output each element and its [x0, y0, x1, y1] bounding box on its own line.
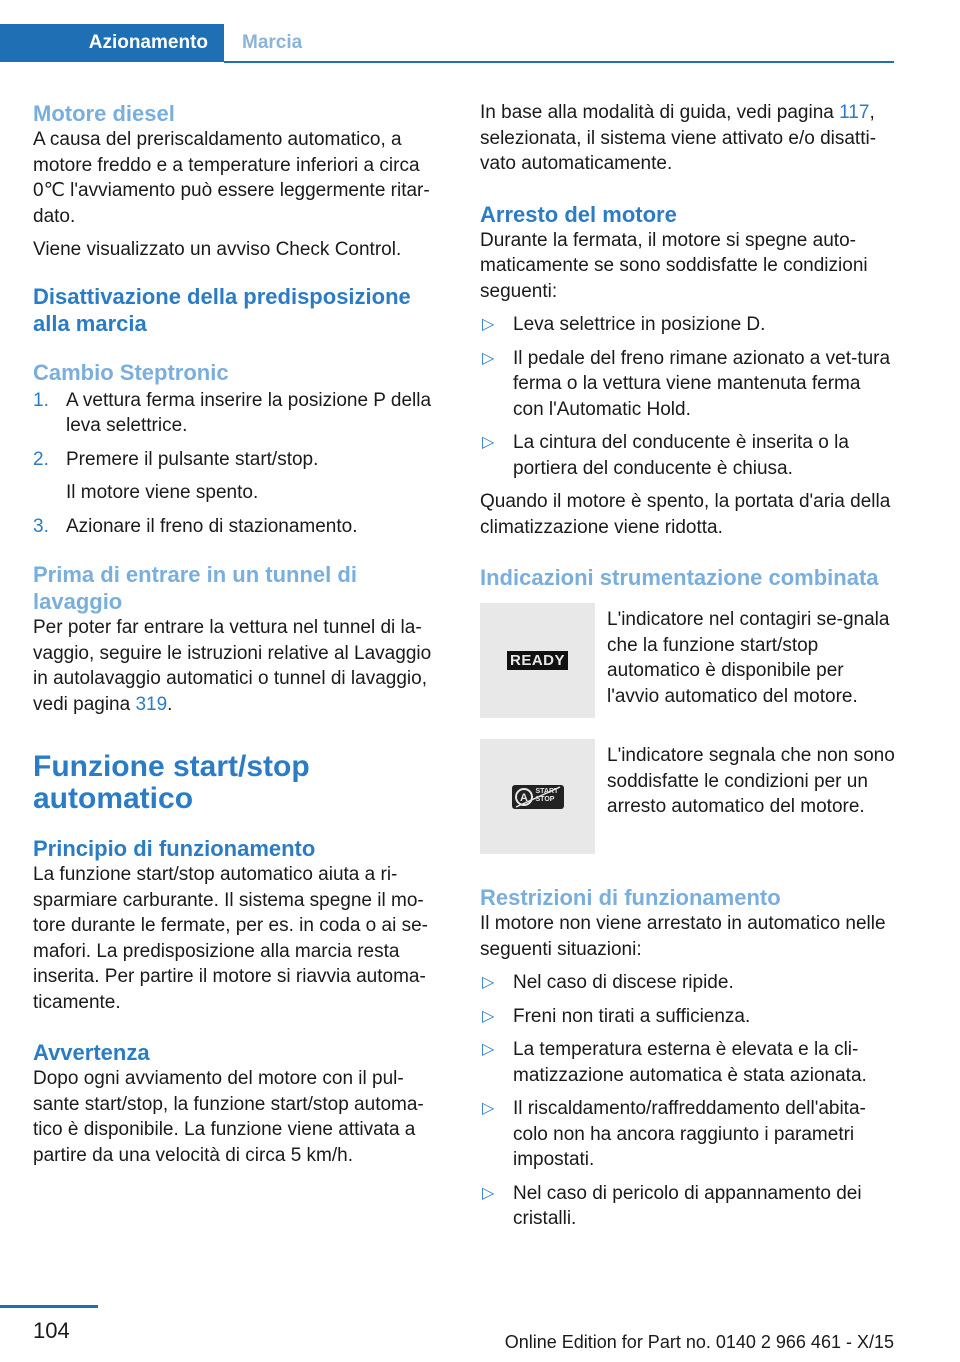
- heading-arresto: Arresto del motore: [480, 201, 677, 227]
- tab-azionamento[interactable]: Azionamento: [0, 24, 224, 62]
- svg-text:A: A: [519, 791, 528, 804]
- list-item: [480, 1037, 896, 1088]
- intro-end: , selezionata, il sistema viene attivato e/o disatti‐vato automaticamente.: [480, 102, 877, 174]
- section-title: Funzione start/stop automatico: [33, 750, 310, 815]
- tunnel-text: Per poter far entrare la vettura nel tunnel di la‐vaggio, seguire le istruzioni relative al Lavaggio in autolavaggio automatici o tunnel di lavaggio, vedi pagina: [33, 617, 432, 715]
- triangle-bullet-icon: ▷: [482, 974, 495, 991]
- left-column: [33, 100, 449, 1168]
- list-item: [33, 447, 449, 506]
- list-item-text: Nel caso di pericolo di appannamento dei cristalli.: [513, 1182, 862, 1229]
- list-item: [33, 514, 449, 540]
- paragraph-intro: [480, 100, 896, 177]
- tunnel-end: .: [167, 693, 173, 715]
- paragraph-arresto: Durante la fermata, il motore si spegne auto‐maticamente se sono soddisfatte le condizioni seguenti:: [480, 229, 868, 302]
- list-item: [480, 430, 896, 481]
- heading-cambio-steptronic: Cambio Steptronic: [33, 359, 229, 385]
- indicator-startstop-text: L'indicatore segnala che non sono soddisfatte le condizioni per un arresto automatico del motore.: [607, 745, 895, 817]
- paragraph-tunnel: [33, 615, 449, 717]
- page-link-319[interactable]: 319: [135, 693, 168, 715]
- list-item-text: Nel caso di discese ripide.: [513, 972, 734, 993]
- paragraph-diesel-1: A causa del preriscaldamento automatico, a motore freddo e a temperature inferiori a circa 0℃ l'avviamento può essere leggermente ritar‐dato.: [33, 129, 430, 227]
- list-item-text: Freni non tirati a sufficienza.: [513, 1005, 751, 1027]
- steps-list: [33, 388, 449, 540]
- arresto-list: [480, 312, 896, 481]
- list-item: [480, 312, 896, 338]
- list-item: [480, 1096, 896, 1173]
- paragraph-diesel-2: Viene visualizzato un avviso Check Control.: [33, 239, 402, 260]
- tab-marcia[interactable]: Marcia: [242, 32, 303, 53]
- heading-restrizioni: Restrizioni di funzionamento: [480, 885, 781, 910]
- heading-tunnel: Prima di entrare in un tunnel di lavaggio: [33, 562, 357, 614]
- triangle-bullet-icon: ▷: [482, 316, 495, 333]
- list-item-text: La cintura del conducente è inserita o la portiera del conducente è chiusa.: [513, 432, 849, 479]
- paragraph-restrizioni: Il motore non viene arrestato in automatico nelle seguenti situazioni:: [480, 913, 886, 960]
- paragraph-avvertenza: Dopo ogni avviamento del motore con il pul‐sante start/stop, la funzione start/stop automa‐tico è disponibile. La funzione viene attivata a partire da una velocità di circa 5 km/h.: [33, 1068, 424, 1166]
- step-subtext: Il motore viene spento.: [66, 482, 259, 503]
- page-link-117[interactable]: 117: [839, 102, 870, 123]
- step-number: 2.: [33, 448, 49, 470]
- right-column: [480, 100, 896, 1232]
- paragraph-arresto-after: Quando il motore è spento, la portata d'aria della climatizzazione viene ridotta.: [480, 491, 891, 538]
- step-text: Azionare il freno di stazionamento.: [66, 515, 358, 537]
- list-item: [480, 1181, 896, 1232]
- restrizioni-list: [480, 970, 896, 1232]
- ready-icon: READY: [507, 651, 568, 670]
- edition-label: Online Edition for Part no. 0140 2 966 461 - X/15: [504, 1332, 894, 1352]
- step-text: A vettura ferma inserire la posizione P della leva selettrice.: [66, 389, 432, 436]
- indicator-startstop-image: [480, 739, 595, 854]
- list-item-text: Il pedale del freno rimane azionato a vet‐tura ferma o la vettura viene mantenuta ferma con l'Automatic Hold.: [513, 347, 891, 420]
- step-number: 1.: [33, 389, 49, 411]
- step-text: Premere il pulsante start/stop.: [66, 448, 319, 470]
- indicator-ready-block: [480, 603, 896, 718]
- triangle-bullet-icon: ▷: [482, 349, 495, 367]
- list-item: [480, 1004, 896, 1030]
- triangle-bullet-icon: ▷: [482, 1100, 495, 1117]
- start-label: START: [535, 787, 559, 795]
- intro-text: In base alla modalità di guida, vedi pagina: [480, 102, 840, 123]
- list-item: [33, 388, 449, 439]
- paragraph-principio: La funzione start/stop automatico aiuta a ri‐sparmiare carburante. Il sistema spegne il mo‐tore durante le fermate, per es. in coda o ai se‐mafori. La predisposizione alla marcia resta inserita. Per partire il motore si riavvia automa‐ticamente.: [33, 864, 428, 1013]
- indicator-ready-image: [480, 603, 595, 718]
- auto-start-stop-off-icon: [512, 785, 564, 809]
- page-number: 104: [33, 1318, 70, 1343]
- heading-disattivazione: Disattivazione della predisposizione alla marcia: [33, 283, 411, 336]
- footer-divider: [0, 1305, 98, 1308]
- stop-label: STOP: [535, 795, 555, 803]
- step-number: 3.: [33, 515, 49, 537]
- indicator-ready-text: L'indicatore nel contagiri se‐gnala che la funzione start/stop automatico è disponibile per l'avvio automatico del motore.: [607, 609, 890, 707]
- heading-avvertenza: Avvertenza: [33, 1040, 150, 1065]
- triangle-bullet-icon: ▷: [482, 1007, 495, 1025]
- indicator-startstop-block: [480, 739, 896, 854]
- list-item-text: Leva selettrice in posizione D.: [513, 314, 766, 335]
- triangle-bullet-icon: ▷: [482, 1184, 495, 1202]
- list-item: [480, 346, 896, 423]
- page-header: [0, 0, 960, 64]
- heading-motore-diesel: Motore diesel: [33, 101, 175, 126]
- heading-indicazioni: Indicazioni strumentazione combinata: [480, 565, 879, 590]
- header-divider: [224, 61, 894, 63]
- list-item: [480, 970, 896, 996]
- triangle-bullet-icon: ▷: [482, 434, 495, 451]
- heading-principio: Principio di funzionamento: [33, 836, 316, 861]
- list-item-text: La temperatura esterna è elevata e la cli‐matizzazione automatica è stata azionata.: [513, 1039, 867, 1086]
- list-item-text: Il riscaldamento/raffreddamento dell'abita‐colo non ha ancora raggiunto i parametri impostati.: [513, 1098, 866, 1170]
- triangle-bullet-icon: ▷: [482, 1041, 495, 1058]
